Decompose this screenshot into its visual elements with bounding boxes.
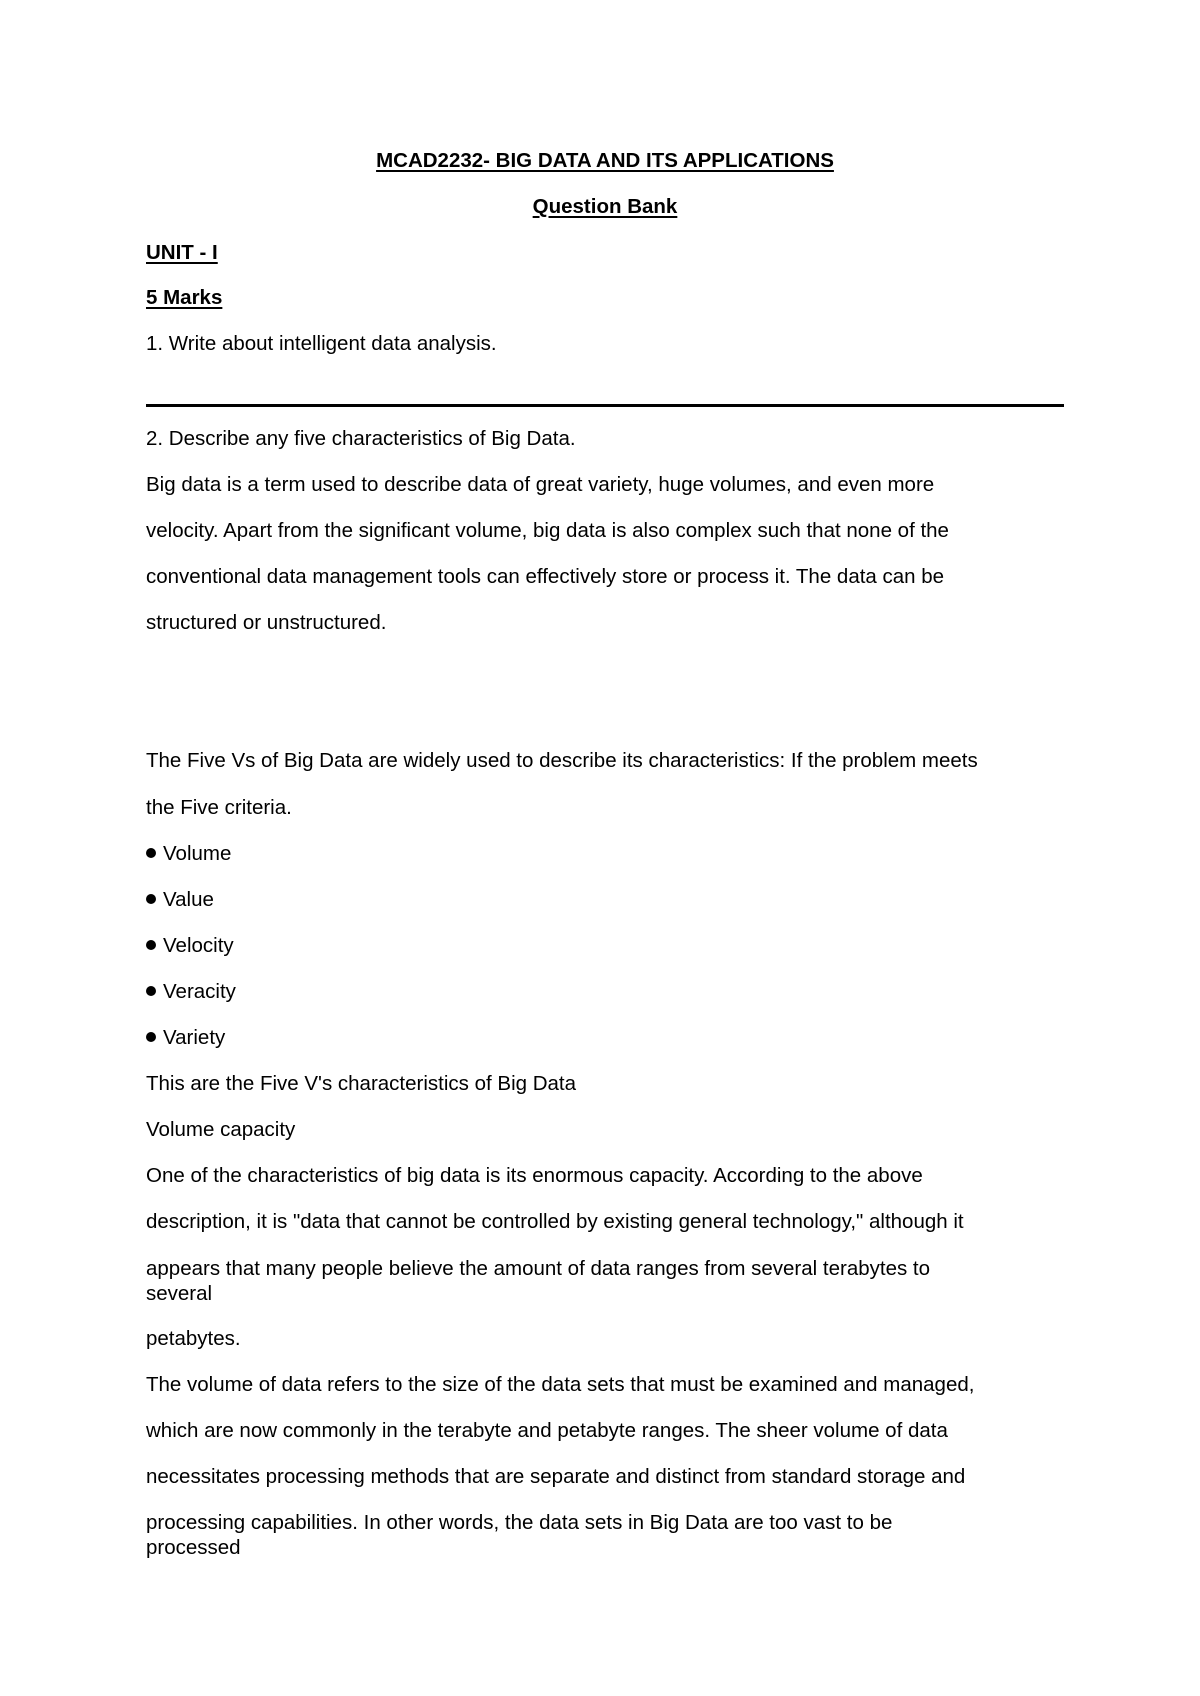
bullet-icon	[146, 940, 156, 950]
volume-paragraph-2-line: The volume of data refers to the size of the data sets that must be examined and managed,	[146, 1373, 975, 1396]
bullet-icon	[146, 1032, 156, 1042]
volume-paragraph-line: One of the characteristics of big data is its enormous capacity. According to the above	[146, 1164, 923, 1187]
bullet-label: Volume	[163, 842, 232, 865]
bullet-item	[146, 1025, 225, 1050]
bullet-icon	[146, 986, 156, 996]
volume-paragraph-2-line: which are now commonly in the terabyte and petabyte ranges. The sheer volume of data	[146, 1419, 948, 1442]
horizontal-rule	[146, 404, 1064, 407]
bullet-item	[146, 933, 234, 958]
bullet-item	[146, 887, 214, 912]
question-2: 2. Describe any five characteristics of Big Data.	[146, 427, 576, 450]
volume-paragraph-2-line: processing capabilities. In other words, the data sets in Big Data are too vast to be	[146, 1511, 893, 1534]
question-bank-title: Question Bank	[532, 195, 678, 218]
volume-paragraph-line: appears that many people believe the amount of data ranges from several terabytes to	[146, 1257, 931, 1280]
volume-paragraph-2-line: necessitates processing methods that are separate and distinct from standard storage and	[146, 1465, 966, 1488]
volume-paragraph-2-line: processed	[146, 1536, 241, 1559]
bullet-label: Value	[163, 888, 214, 911]
volume-paragraph-line: several	[146, 1282, 213, 1305]
intro-paragraph-line: conventional data management tools can effectively store or process it. The data can be	[146, 565, 945, 588]
bullet-icon	[146, 848, 156, 858]
bullet-item	[146, 979, 236, 1004]
five-vs-paragraph-line: The Five Vs of Big Data are widely used to describe its characteristics: If the problem meets	[146, 749, 978, 772]
intro-paragraph-line: structured or unstructured.	[146, 611, 387, 634]
marks-heading: 5 Marks	[146, 286, 223, 309]
unit-heading: UNIT - I	[146, 241, 218, 264]
intro-paragraph-line: velocity. Apart from the significant volume, big data is also complex such that none of the	[146, 519, 949, 542]
course-title: MCAD2232- BIG DATA AND ITS APPLICATIONS	[376, 149, 834, 172]
volume-paragraph-line: description, it is "data that cannot be controlled by existing general technology," although it	[146, 1210, 964, 1233]
five-vs-paragraph-line: the Five criteria.	[146, 796, 292, 819]
question-1: 1. Write about intelligent data analysis.	[146, 332, 497, 355]
bullet-item	[146, 841, 231, 866]
volume-heading: Volume capacity	[146, 1118, 296, 1141]
summary-line: This are the Five V's characteristics of Big Data	[146, 1072, 577, 1095]
bullet-label: Veracity	[163, 980, 236, 1003]
bullet-label: Variety	[163, 1026, 226, 1049]
bullet-label: Velocity	[163, 934, 234, 957]
bullet-icon	[146, 894, 156, 904]
intro-paragraph-line: Big data is a term used to describe data of great variety, huge volumes, and even more	[146, 473, 935, 496]
volume-paragraph-line: petabytes.	[146, 1327, 241, 1350]
